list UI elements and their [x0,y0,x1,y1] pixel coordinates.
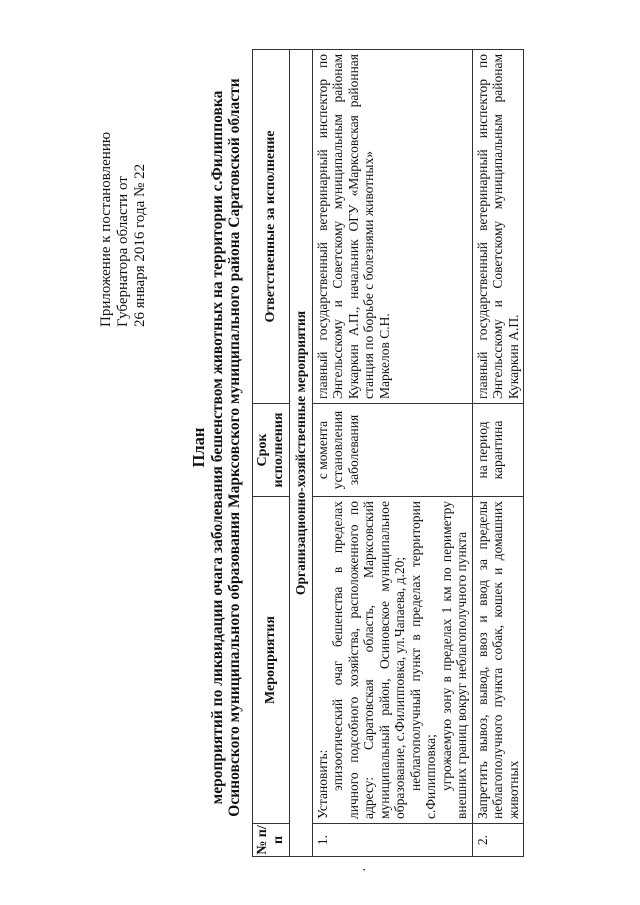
header-term: Срок исполнения [253,404,290,497]
row-term: на период карантина [472,404,524,497]
measure-lead: Установить: [314,749,330,819]
appendix-note [98,17,149,327]
appendix-line: Губернатора области от [115,176,131,327]
row-num: 1. [312,824,472,857]
header-num: № п/п [253,824,290,857]
measure-paragraph: неблагополучный пункт в пределах территории с.Филипповка; [407,501,438,819]
appendix-line: 26 января 2016 года № 22 [132,163,148,327]
section-title: Организационно-хозяйственные мероприятия [290,50,313,857]
header-measures: Мероприятия [253,497,290,824]
measures-table [252,49,524,857]
measure-paragraph: угрожаемую зону в пределах 1 км по периметру внешних границ вокруг неблагополучного пункта [438,501,469,819]
title-line: Осиновского муниципального образования Марксовского муниципального района Саратовской области [226,78,243,817]
measure-paragraph: эпизоотический очаг бешенства в пределах личного подсобного хозяйства, расположенного по адресу: Саратовская область, Марксовский муниципальный район, Осиновское муниципальное образование, с.Филипповка, ул.Чапаева, д.20; [330,501,407,819]
responsible-text: Маркелов С.Н. [376,313,392,399]
title-word: План [189,427,208,468]
margin-mark: · [358,867,373,872]
row-measure: Запретить вывоз, вывод, ввоз и ввод за пределы неблагополучного пункта собак, кошек и домашних животных [472,497,524,824]
table-row [312,50,472,857]
header-responsible: Ответственные за исполнение [253,50,290,404]
appendix-line: Приложение к постановлению [98,131,114,327]
row-num: 2. [472,824,524,857]
row-responsible: главный государственный ветеринарный инспектор по Энгельсскому и Советскому муниципальным районам Кукаркин А.П. [472,50,524,404]
table-row [472,50,524,857]
row-measure [312,497,472,824]
row-responsible [312,50,472,404]
section-row [290,50,313,857]
row-term: с момента установления заболевания [312,404,472,497]
title-line: мероприятий по ликвидации очага заболевания бешенством животных на территории с.Филипповка [209,90,226,805]
document-title [190,30,243,865]
table-header-row [253,50,290,857]
responsible-text: главный государственный ветеринарный инспектор по Энгельсскому и Советскому муниципальным районам Кукаркин А.П., начальник ОГУ «Марксовская районная станция по борьбе с болезнями животных» [314,54,376,399]
